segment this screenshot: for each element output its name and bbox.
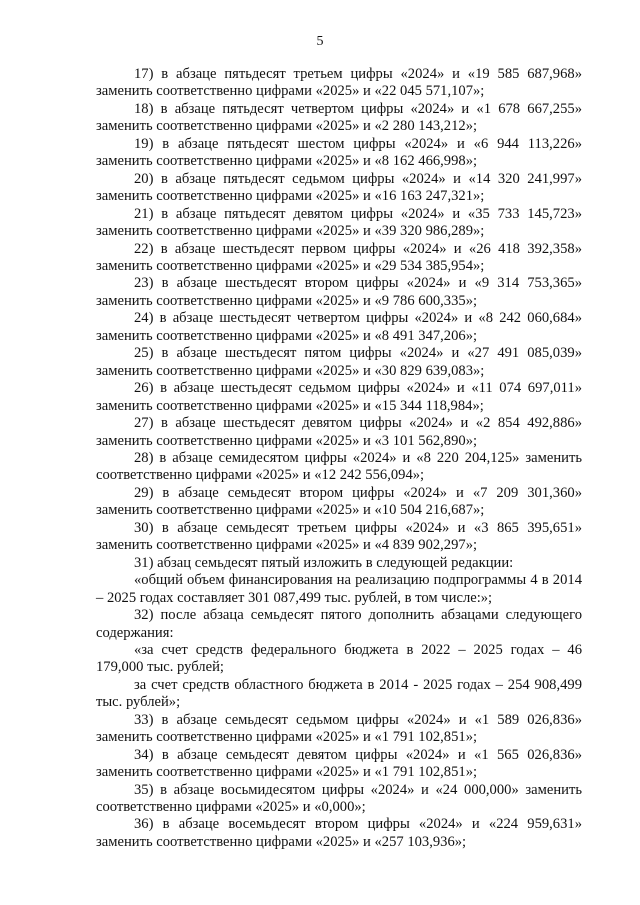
amendment-item-26: 26) в абзаце шестьдесят седьмом цифры «2024» и «11 074 697,011» заменить соответственно цифрами «2025» и «15 344 118,984»; [96, 380, 586, 414]
amendment-item-17: 17) в абзаце пятьдесят третьем цифры «2024» и «19 585 687,968» заменить соответственно цифрами «2025» и «22 045 571,107»; [96, 66, 586, 100]
amendment-item-29: 29) в абзаце семьдесят втором цифры «2024» и «7 209 301,360» заменить соответственно цифрами «2025» и «10 504 216,687»; [96, 484, 586, 519]
amendment-item-33: 33) в абзаце семьдесят седьмом цифры «2024» и «1 589 026,836» заменить соответственно цифрами «2025» и «1 791 102,851»; [96, 711, 586, 746]
quoted-paragraph-federal: «за счет средств федерального бюджета в 2022 – 2025 годах – 46 179,000 тыс. рублей; [96, 641, 586, 676]
amendment-item-18: 18) в абзаце пятьдесят четвертом цифры «2024» и «1 678 667,255» заменить соответственно цифрами «2025» и «2 280 143,212»; [96, 100, 586, 135]
quoted-paragraph-regional: за счет средств областного бюджета в 2014 - 2025 годах – 254 908,499 тыс. рублей»; [96, 676, 586, 711]
amendment-item-22: 22) в абзаце шестьдесят первом цифры «2024» и «26 418 392,358» заменить соответственно цифрами «2025» и «29 534 385,954»; [96, 240, 586, 274]
amendment-item-35: 35) в абзаце восьмидесятом цифры «2024» и «24 000,000» заменить соответственно цифрами «2025» и «0,000»; [96, 781, 586, 816]
amendment-item-30: 30) в абзаце семьдесят третьем цифры «2024» и «3 865 395,651» заменить соответственно цифрами «2025» и «4 839 902,297»; [96, 519, 586, 554]
amendment-item-31: 31) абзац семьдесят пятый изложить в следующей редакции: [134, 554, 514, 571]
amendment-item-34: 34) в абзаце семьдесят девятом цифры «2024» и «1 565 026,836» заменить соответственно цифрами «2025» и «1 791 102,851»; [96, 746, 586, 781]
amendment-item-20: 20) в абзаце пятьдесят седьмом цифры «2024» и «14 320 241,997» заменить соответственно цифрами «2025» и «16 163 247,321»; [96, 170, 586, 205]
quoted-paragraph: «общий объем финансирования на реализацию подпрограммы 4 в 2014 – 2025 годах составляет 301 087,499 тыс. рублей, в том числе:»; [96, 572, 586, 606]
document-body [96, 66, 586, 851]
amendment-item-28: 28) в абзаце семидесятом цифры «2024» и «8 220 204,125» заменить соответственно цифрами «2025» и «12 242 556,094»; [96, 449, 586, 484]
amendment-item-21: 21) в абзаце пятьдесят девятом цифры «2024» и «35 733 145,723» заменить соответственно цифрами «2025» и «39 320 986,289»; [96, 205, 586, 240]
amendment-item-23: 23) в абзаце шестьдесят втором цифры «2024» и «9 314 753,365» заменить соответственно цифрами «2025» и «9 786 600,335»; [96, 275, 586, 309]
amendment-item-24: 24) в абзаце шестьдесят четвертом цифры «2024» и «8 242 060,684» заменить соответственно цифрами «2025» и «8 491 347,206»; [96, 310, 586, 344]
amendment-item-27: 27) в абзаце шестьдесят девятом цифры «2024» и «2 854 492,886» заменить соответственно цифрами «2025» и «3 101 562,890»; [96, 415, 586, 449]
amendment-item-19: 19) в абзаце пятьдесят шестом цифры «2024» и «6 944 113,226» заменить соответственно цифрами «2025» и «8 162 466,998»; [96, 135, 586, 170]
amendment-item-36: 36) в абзаце восемьдесят втором цифры «2024» и «224 959,631» заменить соответственно цифрами «2025» и «257 103,936»; [96, 816, 586, 850]
amendment-item-25: 25) в абзаце шестьдесят пятом цифры «2024» и «27 491 085,039» заменить соответственно цифрами «2025» и «30 829 639,083»; [96, 345, 586, 379]
page-number: 5 [316, 34, 324, 49]
amendment-item-32: 32) после абзаца семьдесят пятого дополнить абзацами следующего содержания: [96, 607, 586, 641]
